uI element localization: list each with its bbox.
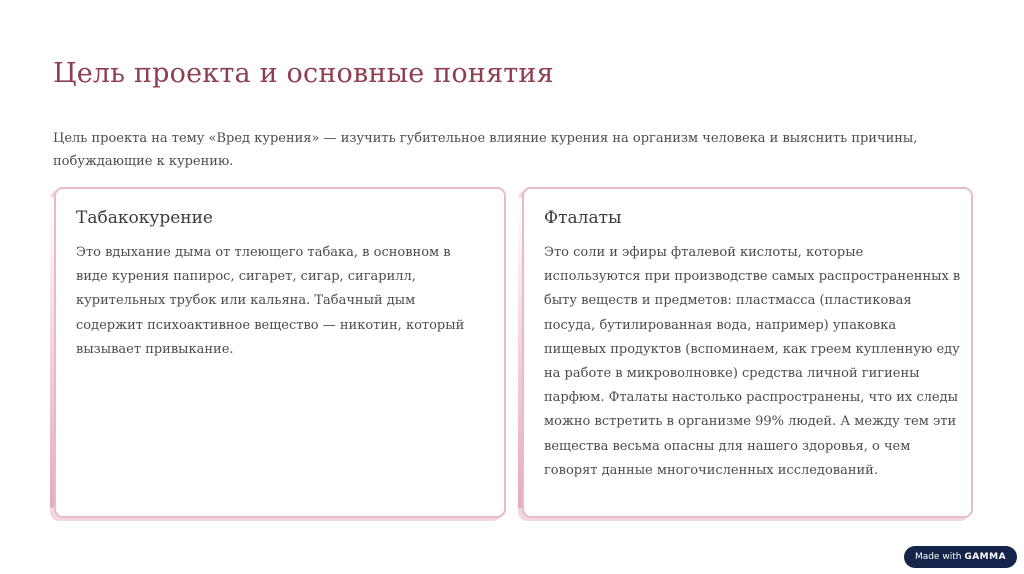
made-with-gamma-badge[interactable]	[904, 546, 1017, 568]
card-body: Это вдыхание дыма от тлеющего табака, в основном в виде курения папирос, сигарет, сигар, сигарилл, курительных трубок или кальяна. Табачный дым содержит психоактивное вещество — никотин, который вызывает привыкание.	[76, 245, 465, 357]
gamma-logo-text: GAMMA	[964, 552, 1007, 562]
card-tobacco-smoking	[54, 187, 506, 518]
badge-prefix: Made with	[914, 552, 962, 562]
slide-title: Цель проекта и основные понятия	[53, 58, 554, 89]
intro-text: Цель проекта на тему «Вред курения» — изучить губительное влияние курения на организм человека и выяснить причины, побуждающие к курению.	[53, 131, 918, 169]
card-title: Табакокурение	[76, 208, 213, 228]
card-body: Это соли и эфиры фталевой кислоты, которые используются при производстве самых распространенных в быту веществ и предметов: пластмасса (пластиковая посуда, бутилированная вода, например) упаковка пищевых продуктов (вспоминаем, как греем купленную еду на работе в микроволновке) средства личной гигиены парфюм. Фталаты настолько распространены, что их следы можно встретить в организме 99% людей. А между тем эти вещества весьма опасны для нашего здоровья, о чем говорят данные многочисленных исследований.	[544, 245, 961, 478]
card-phthalates	[522, 187, 973, 518]
card-title: Фталаты	[544, 208, 622, 228]
